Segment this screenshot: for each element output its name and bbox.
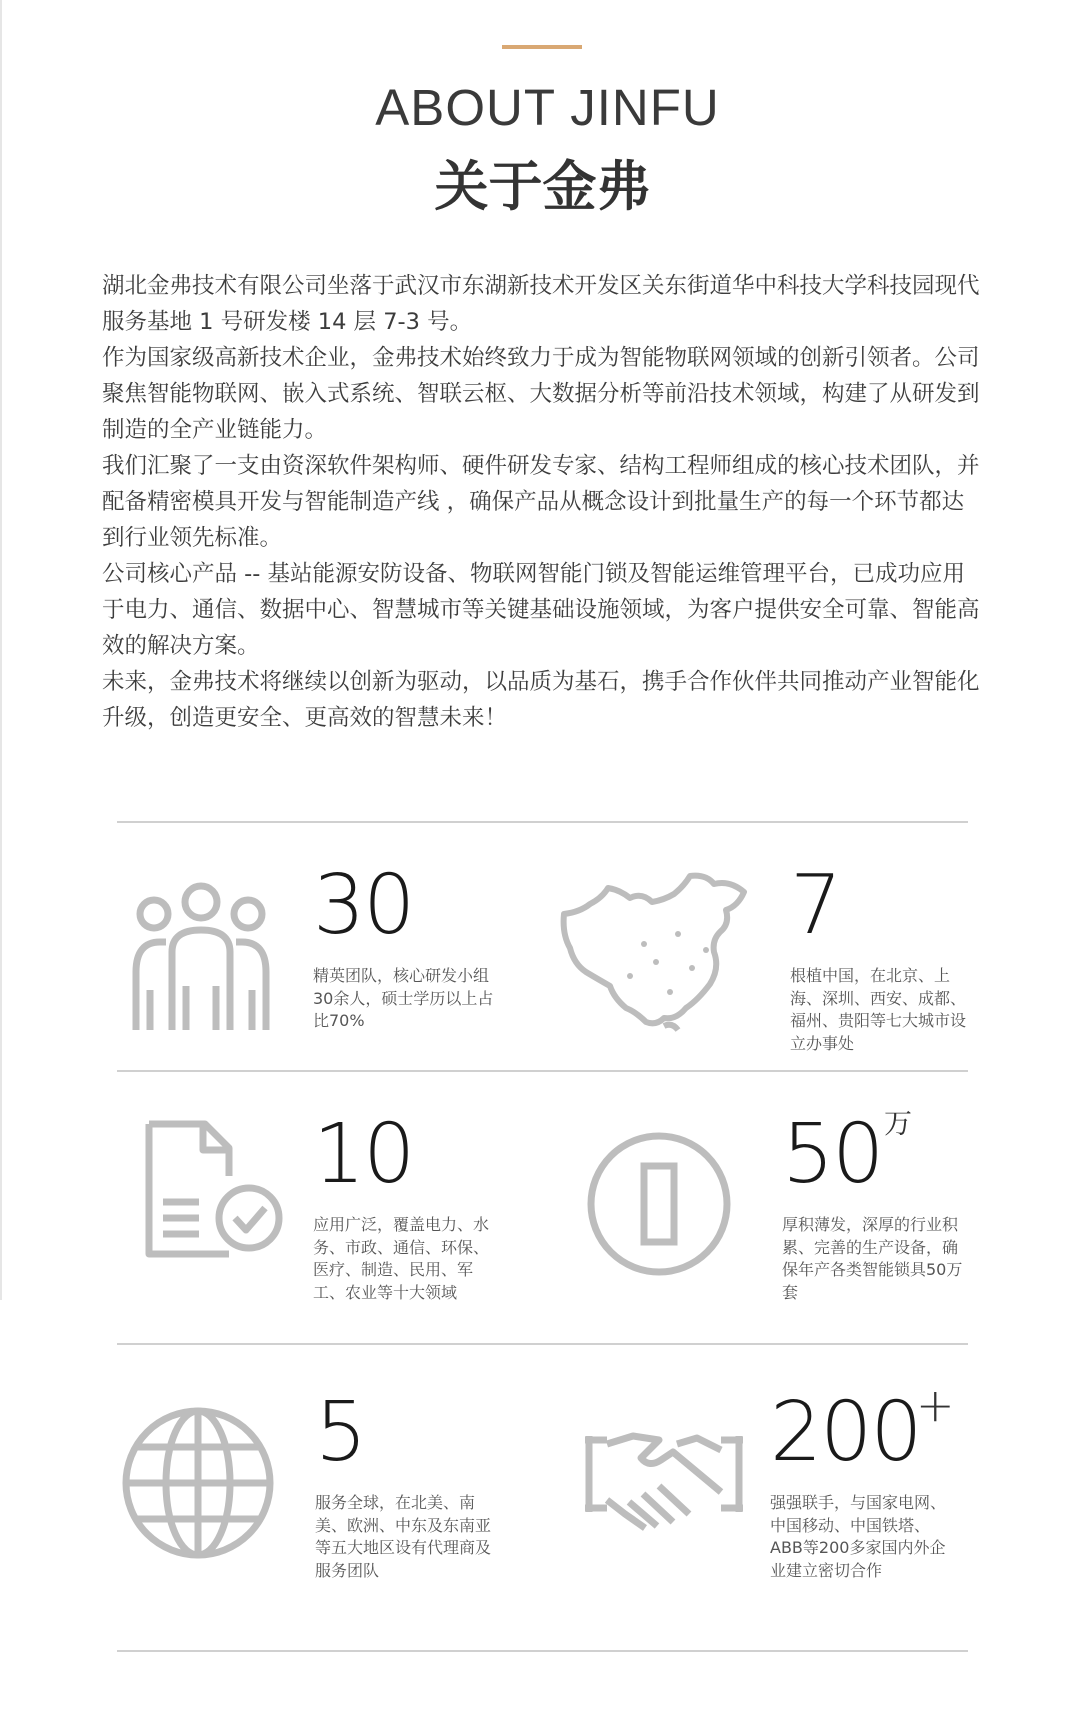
document-check-icon — [145, 1120, 285, 1258]
stat-description: 精英团队，核心研发小组30余人，硕士学历以上占比70% — [313, 966, 494, 1030]
handshake-icon — [585, 1428, 743, 1534]
stat-number: 5 — [315, 1385, 366, 1480]
stat-unit: 万 — [884, 1107, 913, 1140]
intro-paragraph: 作为国家级高新技术企业，金弗技术始终致力于成为智能物联网领域的创新引领者。公司聚焦智能物联网、嵌入式系统、智联云枢、大数据分析等前沿技术领域，构建了从研发到制造的全产业链能力。 — [102, 345, 980, 443]
stat-number: 200 + — [770, 1378, 955, 1480]
stat-regions — [315, 1385, 500, 1582]
divider — [117, 1343, 968, 1345]
stat-unit: + — [916, 1378, 955, 1432]
stat-description: 服务全球，在北美、南美、欧洲、中东及东南亚等五大地区设有代理商及服务团队 — [315, 1493, 492, 1580]
stat-capacity — [782, 1107, 967, 1304]
stat-team — [313, 858, 498, 1033]
intro-paragraph: 公司核心产品 -- 基站能源安防设备、物联网智能门锁及智能运维管理平台，已成功应用于电力、通信、数据中心、智慧城市等关键基础设施领域，为客户提供安全可靠、智能高效的解决方案。 — [102, 561, 980, 659]
divider — [117, 821, 968, 823]
stat-description: 强强联手，与国家电网、中国移动、中国铁塔、ABB等200多家国内外企业建立密切合作 — [770, 1493, 947, 1580]
globe-icon — [120, 1405, 276, 1561]
stat-offices — [790, 858, 975, 1055]
lock-circle-icon — [585, 1130, 733, 1278]
divider — [117, 1650, 968, 1652]
stat-description: 根植中国，在北京、上海、深圳、西安、成都、福州、贵阳等七大城市设立办事处 — [790, 966, 967, 1053]
stat-number: 10 — [313, 1107, 414, 1202]
intro-text — [102, 268, 982, 736]
stat-partners — [770, 1378, 960, 1582]
stat-domains — [313, 1107, 498, 1304]
accent-bar — [502, 45, 582, 49]
stat-number: 7 — [790, 858, 841, 953]
china-map-icon — [560, 872, 750, 1034]
title-chinese: 关于金弗 — [434, 155, 651, 218]
stat-number: 30 — [313, 858, 414, 953]
title-english: ABOUT JINFU — [375, 79, 720, 136]
intro-paragraph: 湖北金弗技术有限公司坐落于武汉市东湖新技术开发区关东街道华中科技大学科技园现代服务基地 1 号研发楼 14 层 7-3 号。 — [102, 273, 980, 335]
stat-description: 厚积薄发，深厚的行业积累、完善的生产设备，确保年产各类智能锁具50万套 — [782, 1215, 963, 1302]
team-icon — [130, 882, 272, 1032]
stat-description: 应用广泛，覆盖电力、水务、市政、通信、环保、医疗、制造、民用、军工、农业等十大领域 — [313, 1215, 490, 1302]
divider — [117, 1070, 968, 1072]
stat-number: 50 万 — [782, 1107, 913, 1202]
intro-paragraph: 未来，金弗技术将继续以创新为驱动，以品质为基石，携手合作伙伴共同推动产业智能化升级，创造更安全、更高效的智慧未来！ — [102, 669, 980, 731]
intro-paragraph: 我们汇聚了一支由资深软件架构师、硬件研发专家、结构工程师组成的核心技术团队，并配备精密模具开发与智能制造产线 ，确保产品从概念设计到批量生产的每一个环节都达到行业领先标准。 — [102, 453, 980, 551]
